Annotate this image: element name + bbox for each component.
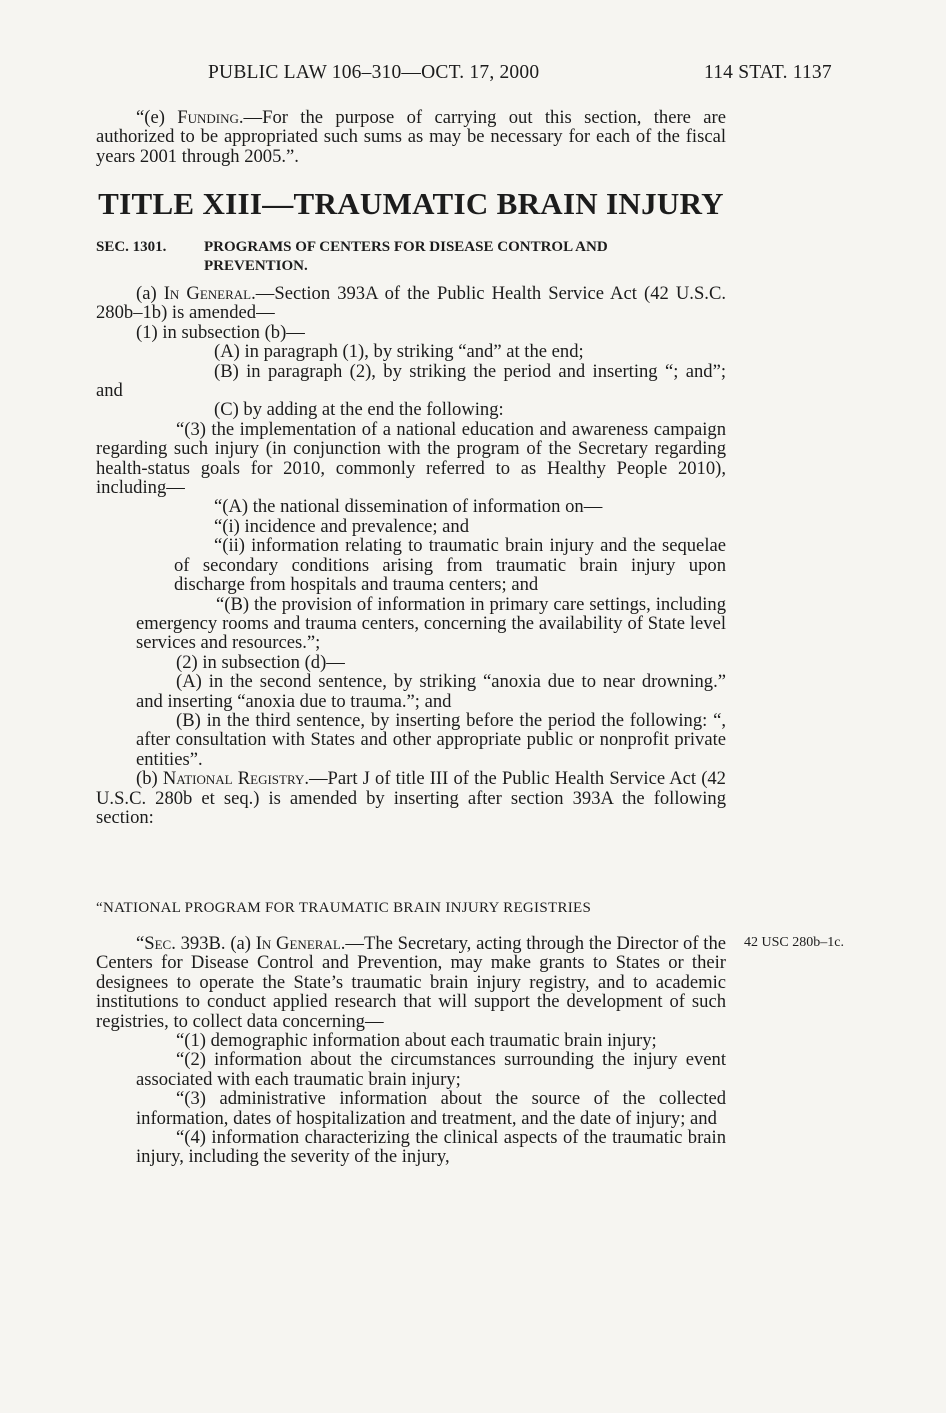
funding-paragraph	[96, 108, 726, 166]
item-2: (2) in subsection (d)—	[176, 651, 345, 673]
section-title-line2: PREVENTION.	[204, 258, 308, 274]
registry-item-2: “(2) information about the circumstances surrounding the injury event associated with each traumatic brain injury;	[136, 1049, 726, 1090]
section-number: SEC. 1301.	[96, 239, 167, 255]
section-heading	[96, 238, 726, 276]
registry-item-3: “(3) administrative information about the source of the collected information, dates of hospitalization and treatment, and the date of injury; and	[136, 1088, 726, 1129]
item-1B: (B) in paragraph (2), by striking the period and inserting “; and”; and	[96, 360, 726, 402]
title-heading: TITLE XIII—TRAUMATIC BRAIN INJURY	[98, 186, 724, 221]
item-2B: (B) in the third sentence, by inserting before the period the following: “, after consultation with States and other appropriate public or nonprofit private entities”.	[136, 709, 726, 770]
para-a: (a) In General.—Section 393A of the Public Health Service Act (42 U.S.C. 280b–1b) is amended—	[96, 283, 726, 324]
para-b: (b) National Registry.—Part J of title III of the Public Health Service Act (42 U.S.C. 280b et seq.) is amended by inserting after section 393A the following section:	[96, 768, 726, 828]
header-stat-page: 114 STAT. 1137	[704, 62, 832, 83]
sec-393b-intro: “Sec. 393B. (a) In General.—The Secretary, acting through the Director of the Centers for Disease Control and Prevention, may make grants to States or their designees to operate the State’s traumatic brain injury registry, and to academic institutions to conduct applied research that will support the development of such registries, to collect data concerning—	[96, 933, 726, 1032]
registry-item-1: “(1) demographic information about each traumatic brain injury;	[176, 1030, 657, 1052]
section-393b-body	[96, 934, 726, 1167]
item-1C: (C) by adding at the end the following:	[214, 399, 504, 421]
funding-text: “(e) Funding.—For the purpose of carrying out this section, there are authorized to be appropriated such sums as may be necessary for each of the fiscal years 2001 through 2005.”.	[96, 107, 726, 167]
margin-usc-citation: 42 USC 280b–1c.	[744, 935, 844, 950]
item-2A: (A) in the second sentence, by striking “anoxia due to near drowning.” and inserting “anoxia due to trauma.”; and	[136, 671, 726, 712]
quoted-para-3B: “(B) the provision of information in primary care settings, including emergency rooms and trauma centers, concerning the availability of State level services and resources.”;	[136, 593, 726, 654]
header-law-citation: PUBLIC LAW 106–310—OCT. 17, 2000	[208, 62, 540, 83]
item-1: (1) in subsection (b)—	[136, 321, 305, 343]
registry-item-4: “(4) information characterizing the clinical aspects of the traumatic brain injury, including the severity of the injury,	[136, 1127, 726, 1168]
registry-subheading: “NATIONAL PROGRAM FOR TRAUMATIC BRAIN INJURY REGISTRIES	[96, 900, 592, 916]
amendments-body	[96, 284, 726, 827]
quoted-para-3A: “(A) the national dissemination of information on—	[214, 496, 603, 518]
item-1A: (A) in paragraph (1), by striking “and” at the end;	[214, 341, 584, 363]
quoted-para-3Aii: “(ii) information relating to traumatic brain injury and the sequelae of secondary conditions arising from traumatic brain injury upon discharge from hospitals and trauma centers; and	[174, 535, 726, 596]
section-title-line1: PROGRAMS OF CENTERS FOR DISEASE CONTROL AND	[204, 239, 608, 255]
quoted-para-3: “(3) the implementation of a national education and awareness campaign regarding such injury (in conjunction with the program of the Secretary regarding health-status goals for 2010, commonly referred to as Healthy People 2010), including—	[96, 418, 726, 499]
quoted-para-3Ai: “(i) incidence and prevalence; and	[214, 515, 470, 537]
